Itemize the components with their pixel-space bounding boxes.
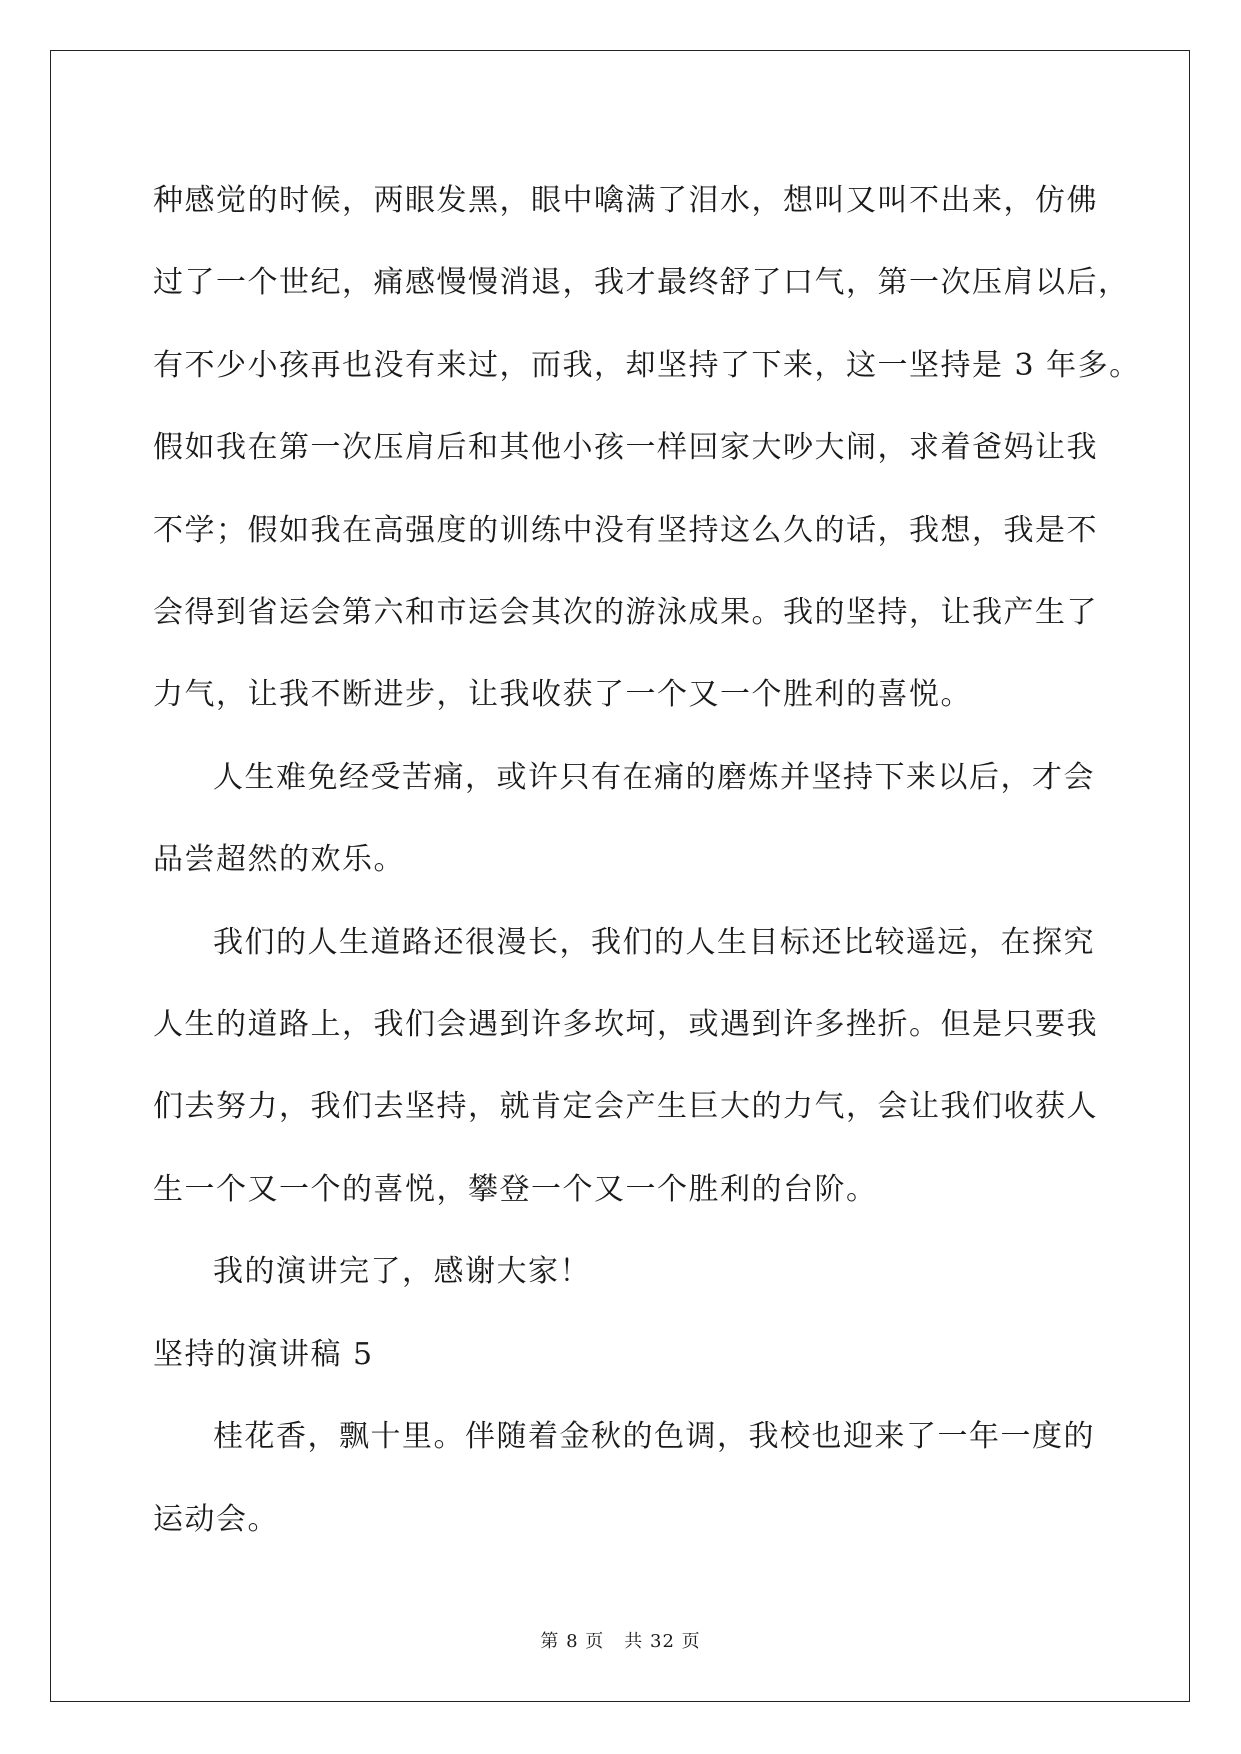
text-line: 我的演讲完了，感谢大家！	[213, 1254, 591, 1290]
page-total: 共 32 页	[624, 1631, 701, 1652]
paragraph	[153, 1231, 1093, 1313]
paragraph	[153, 737, 1093, 902]
text-line: 桂花香，飘十里。伴随着金秋的色调，我校也迎来了一年一度的	[213, 1419, 1095, 1455]
text-line: 有不少小孩再也没有来过，而我，却坚持了下来，这一坚持是 3 年多。	[153, 347, 1141, 383]
text-line: 假如我在第一次压肩后和其他小孩一样回家大吵大闹，求着爸妈让我	[153, 430, 1098, 466]
paragraph	[153, 1396, 1093, 1561]
text-line: 过了一个世纪，痛感慢慢消退，我才最终舒了口气，第一次压肩以后，	[153, 265, 1130, 301]
document-body	[153, 160, 1141, 1561]
paragraph	[153, 160, 1141, 737]
text-line: 品尝超然的欢乐。	[153, 842, 405, 878]
page-number: 第 8 页	[540, 1631, 605, 1652]
paragraph	[153, 902, 1098, 1232]
text-line: 不学；假如我在高强度的训练中没有坚持这么久的话，我想，我是不	[153, 512, 1098, 548]
text-line: 会得到省运会第六和市运会其次的游泳成果。我的坚持，让我产生了	[153, 595, 1098, 631]
text-line: 运动会。	[153, 1501, 279, 1537]
text-line: 我们的人生道路还很漫长，我们的人生目标还比较遥远，在探究	[213, 924, 1095, 960]
page-footer	[0, 1627, 1241, 1653]
text-line: 种感觉的时候，两眼发黑，眼中噙满了泪水，想叫又叫不出来，仿佛	[153, 183, 1098, 218]
text-line: 人生的道路上，我们会遇到许多坎坷，或遇到许多挫折。但是只要我	[153, 1007, 1098, 1043]
text-line: 人生难免经受苦痛，或许只有在痛的磨炼并坚持下来以后，才会	[213, 759, 1095, 795]
text-line: 们去努力，我们去坚持，就肯定会产生巨大的力气，会让我们收获人	[153, 1089, 1098, 1125]
section-title	[153, 1314, 1093, 1396]
text-line: 坚持的演讲稿 5	[153, 1336, 374, 1372]
text-line: 力气，让我不断进步，让我收获了一个又一个胜利的喜悦。	[153, 677, 972, 713]
text-line: 生一个又一个的喜悦，攀登一个又一个胜利的台阶。	[153, 1171, 878, 1207]
